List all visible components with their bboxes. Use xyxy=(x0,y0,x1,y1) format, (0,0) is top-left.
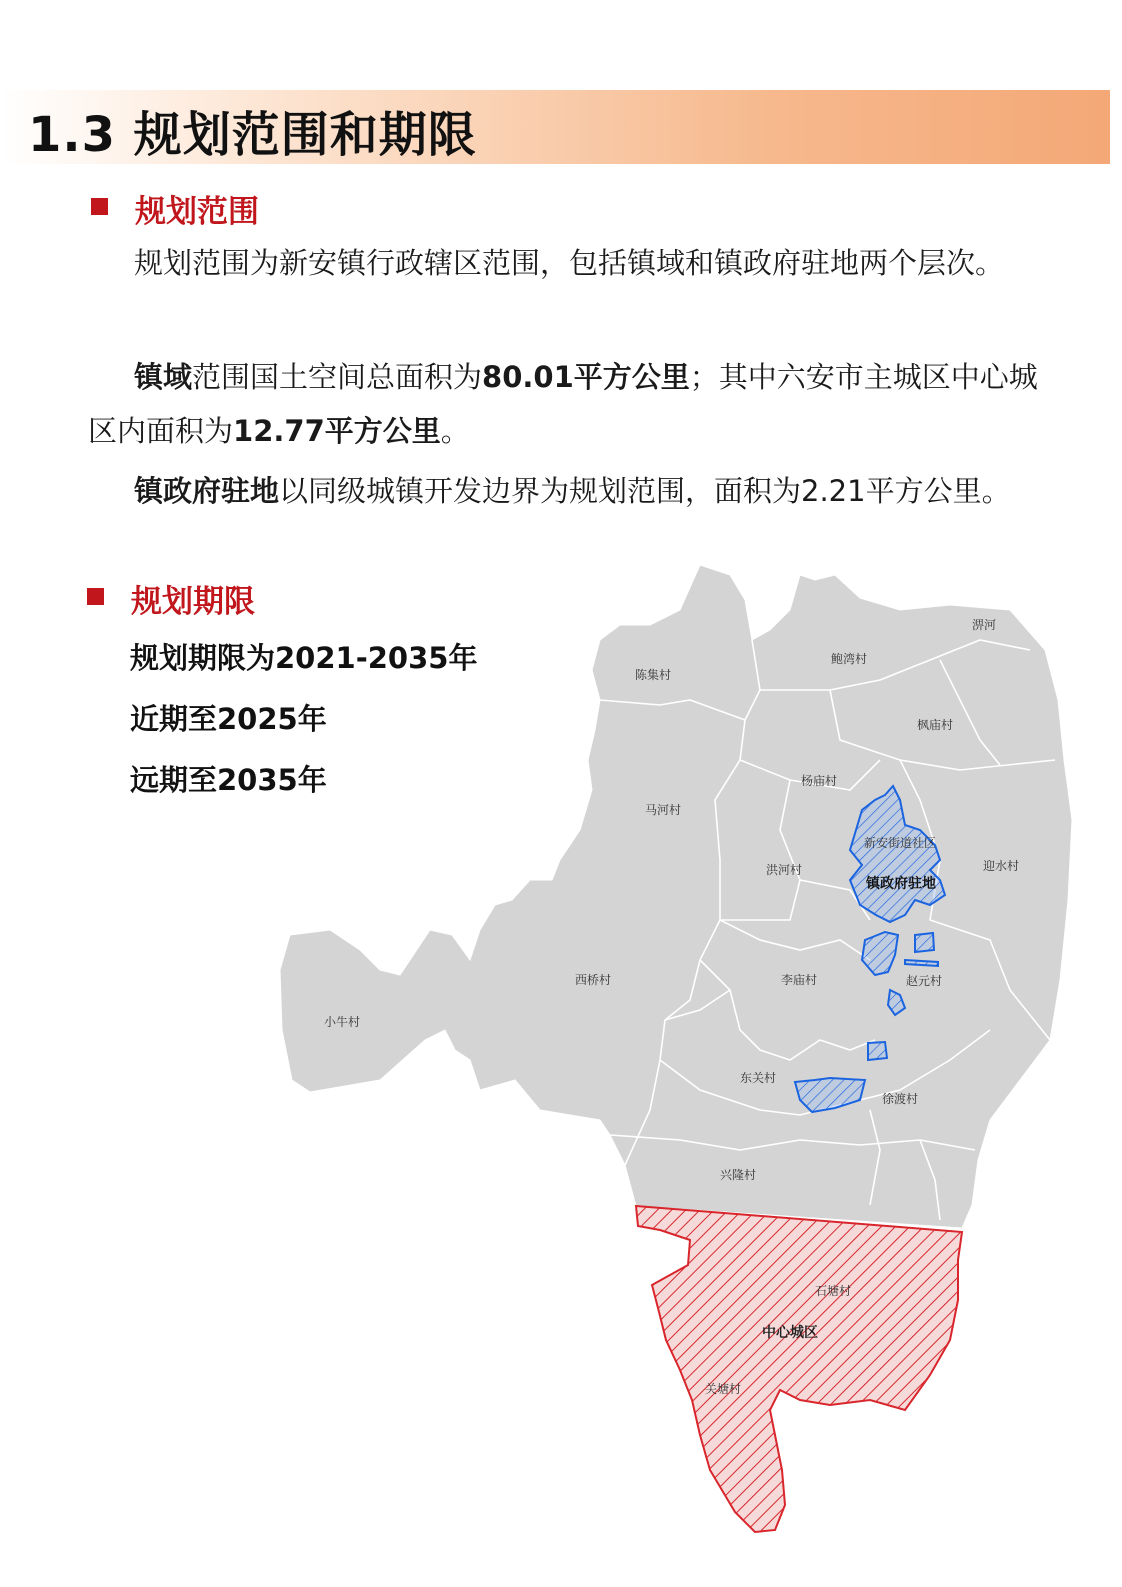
period-long-term: 远期至2035年 xyxy=(130,763,327,797)
village-label-xiaoniu: 小牛村 xyxy=(324,1015,361,1029)
section-heading-scope: 规划范围 xyxy=(135,194,259,230)
town-seat-term: 镇政府驻地 xyxy=(134,474,280,508)
town-area-text-2: ；其中六安市主城区中心城区内面积为 xyxy=(88,360,1038,448)
village-label-guantang: 关塘村 xyxy=(705,1382,742,1396)
village-label-yingshui: 迎水村 xyxy=(983,859,1020,873)
period-total: 规划期限为2021-2035年 xyxy=(130,641,478,675)
village-label-shitang: 石塘村 xyxy=(815,1284,852,1298)
town-area-text-3: 。 xyxy=(440,414,470,448)
section-heading-period: 规划期限 xyxy=(131,584,255,620)
center-city-label: 中心城区 xyxy=(762,1325,818,1341)
village-label-xinglong: 兴隆村 xyxy=(720,1168,757,1182)
center-city-area: 12.77平方公里 xyxy=(233,414,441,448)
section-bullet-square xyxy=(87,588,104,605)
period-near-term: 近期至2025年 xyxy=(130,702,327,736)
village-label-xinan-community: 新安街道社区 xyxy=(864,836,937,850)
center-city-zone xyxy=(636,1206,962,1532)
village-label-honghe: 洪河村 xyxy=(766,863,803,877)
village-label-xudu: 徐渡村 xyxy=(882,1092,919,1106)
town-total-area: 80.01平方公里 xyxy=(482,360,690,394)
village-label-zhaoyuan: 赵元村 xyxy=(906,974,943,988)
village-label-dongguan: 东关村 xyxy=(740,1071,777,1085)
village-label-pihe: 淠河 xyxy=(972,618,997,632)
village-label-chenji: 陈集村 xyxy=(635,668,672,682)
village-label-baowan: 鲍湾村 xyxy=(831,652,868,666)
village-label-fengmiao: 枫庙村 xyxy=(917,718,954,732)
village-label-yangmiao: 杨庙村 xyxy=(801,774,838,788)
village-label-limiao: 李庙村 xyxy=(781,973,818,987)
town-seat-label: 镇政府驻地 xyxy=(866,876,936,892)
village-label-xiqiao: 西桥村 xyxy=(575,973,612,987)
village-label-mahe: 马河村 xyxy=(645,803,682,817)
town-seat-text: 以同级城镇开发边界为规划范围，面积为2.21平方公里。 xyxy=(279,474,1011,508)
page-title: 1.3 规划范围和期限 xyxy=(28,107,477,163)
scope-intro-text: 规划范围为新安镇行政辖区范围，包括镇域和镇政府驻地两个层次。 xyxy=(134,246,1005,280)
town-domain-term: 镇域 xyxy=(134,360,193,394)
town-area-text-1: 范围国土空间总面积为 xyxy=(192,360,483,394)
